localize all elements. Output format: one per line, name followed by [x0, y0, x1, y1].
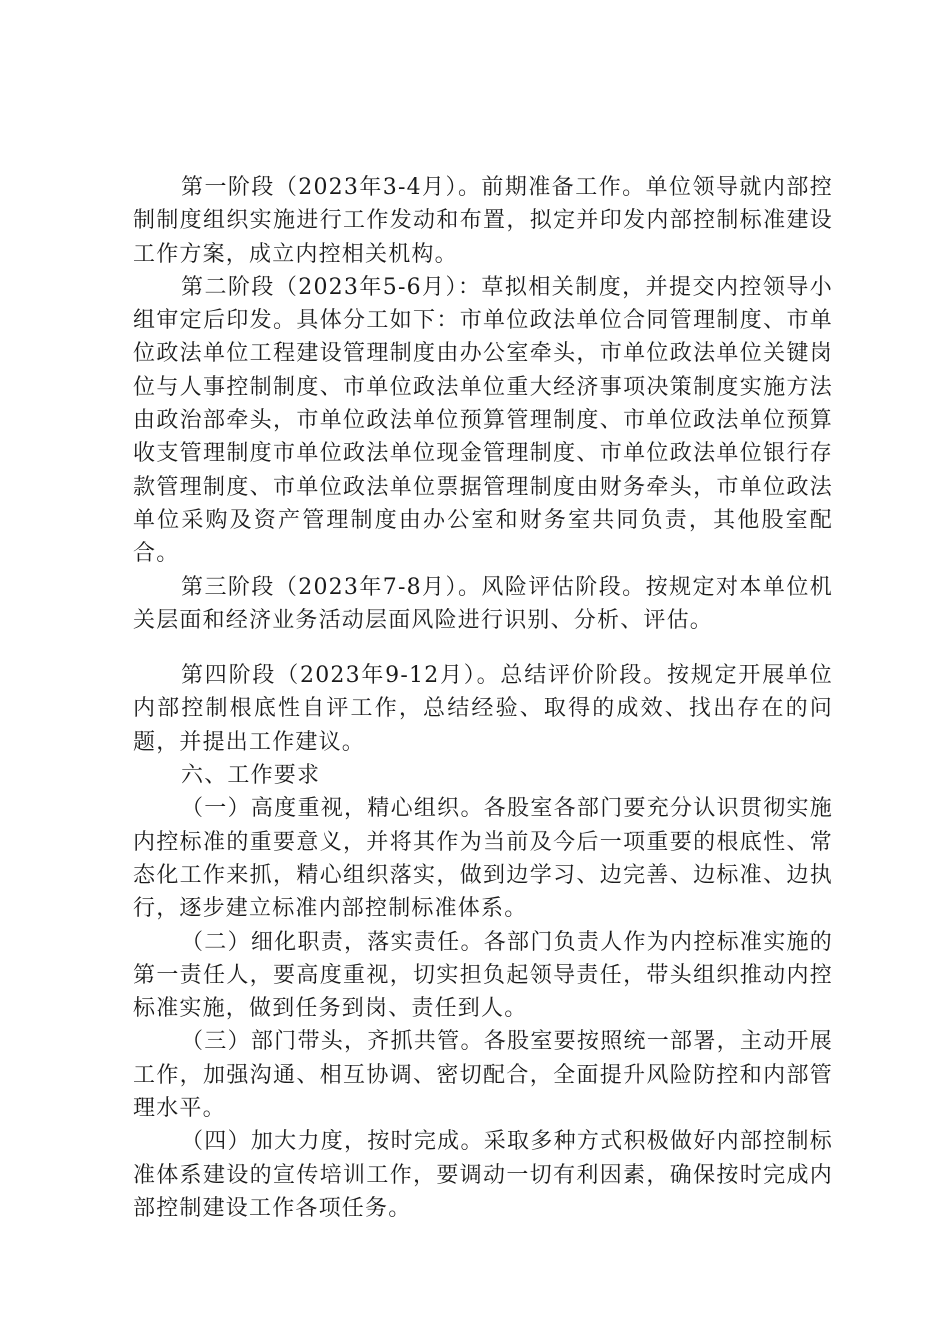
stage-3-paragraph: 第三阶段（2023年7-8月）。风险评估阶段。按规定对本单位机关层面和经济业务活动层面风险进行识别、分析、评估。	[133, 574, 833, 633]
requirement-2-paragraph: （二）细化职责，落实责任。各部门负责人作为内控标准实施的第一责任人，要高度重视，切实担负起领导责任，带头组织推动内控标准实施，做到任务到岗、责任到人。	[133, 929, 833, 1022]
paragraph-gap	[133, 637, 833, 659]
stage-1-paragraph: 第一阶段（2023年3-4月）。前期准备工作。单位领导就内部控制制度组织实施进行工作发动和布置，拟定并印发内部控制标准建设工作方案，成立内控相关机构。	[133, 175, 833, 267]
requirement-3-paragraph: （三）部门带头，齐抓共管。各股室要按照统一部署，主动开展工作，加强沟通、相互协调、密切配合，全面提升风险防控和内部管理水平。	[133, 1029, 833, 1122]
requirement-4-paragraph: （四）加大力度，按时完成。采取多种方式积极做好内部控制标准体系建设的宣传培训工作，要调动一切有利因素，确保按时完成内部控制建设工作各项任务。	[133, 1129, 833, 1221]
stage-4-paragraph: 第四阶段（2023年9-12月）。总结评价阶段。按规定开展单位内部控制根底性自评工作，总结经验、取得的成效、找出存在的问题，并提出工作建议。	[133, 663, 833, 755]
stage-2-paragraph: 第二阶段（2023年5-6月）：草拟相关制度，并提交内控领导小组审定后印发。具体分工如下：市单位政法单位合同管理制度、市单位政法单位工程建设管理制度由办公室牵头，市单位政法单位关键岗位与人事控制制度、市单位政法单位重大经济事项决策制度实施方法由政治部牵头，市单位政法单位预算管理制度、市单位政法单位预算收支管理制度市单位政法单位现金管理制度、市单位政法单位银行存款管理制度、市单位政法单位票据管理制度由财务牵头，市单位政法单位采购及资产管理制度由办公室和财务室共同负责，其他股室配合。	[133, 274, 833, 567]
document-page	[133, 171, 833, 1225]
section-heading: 六、工作要求	[181, 763, 321, 789]
requirement-1-paragraph: （一）高度重视，精心组织。各股室各部门要充分认识贯彻实施内控标准的重要意义，并将其作为当前及今后一项重要的根底性、常态化工作来抓，精心组织落实，做到边学习、边完善、边标准、边执行，逐步建立标准内部控制标准体系。	[133, 796, 833, 922]
